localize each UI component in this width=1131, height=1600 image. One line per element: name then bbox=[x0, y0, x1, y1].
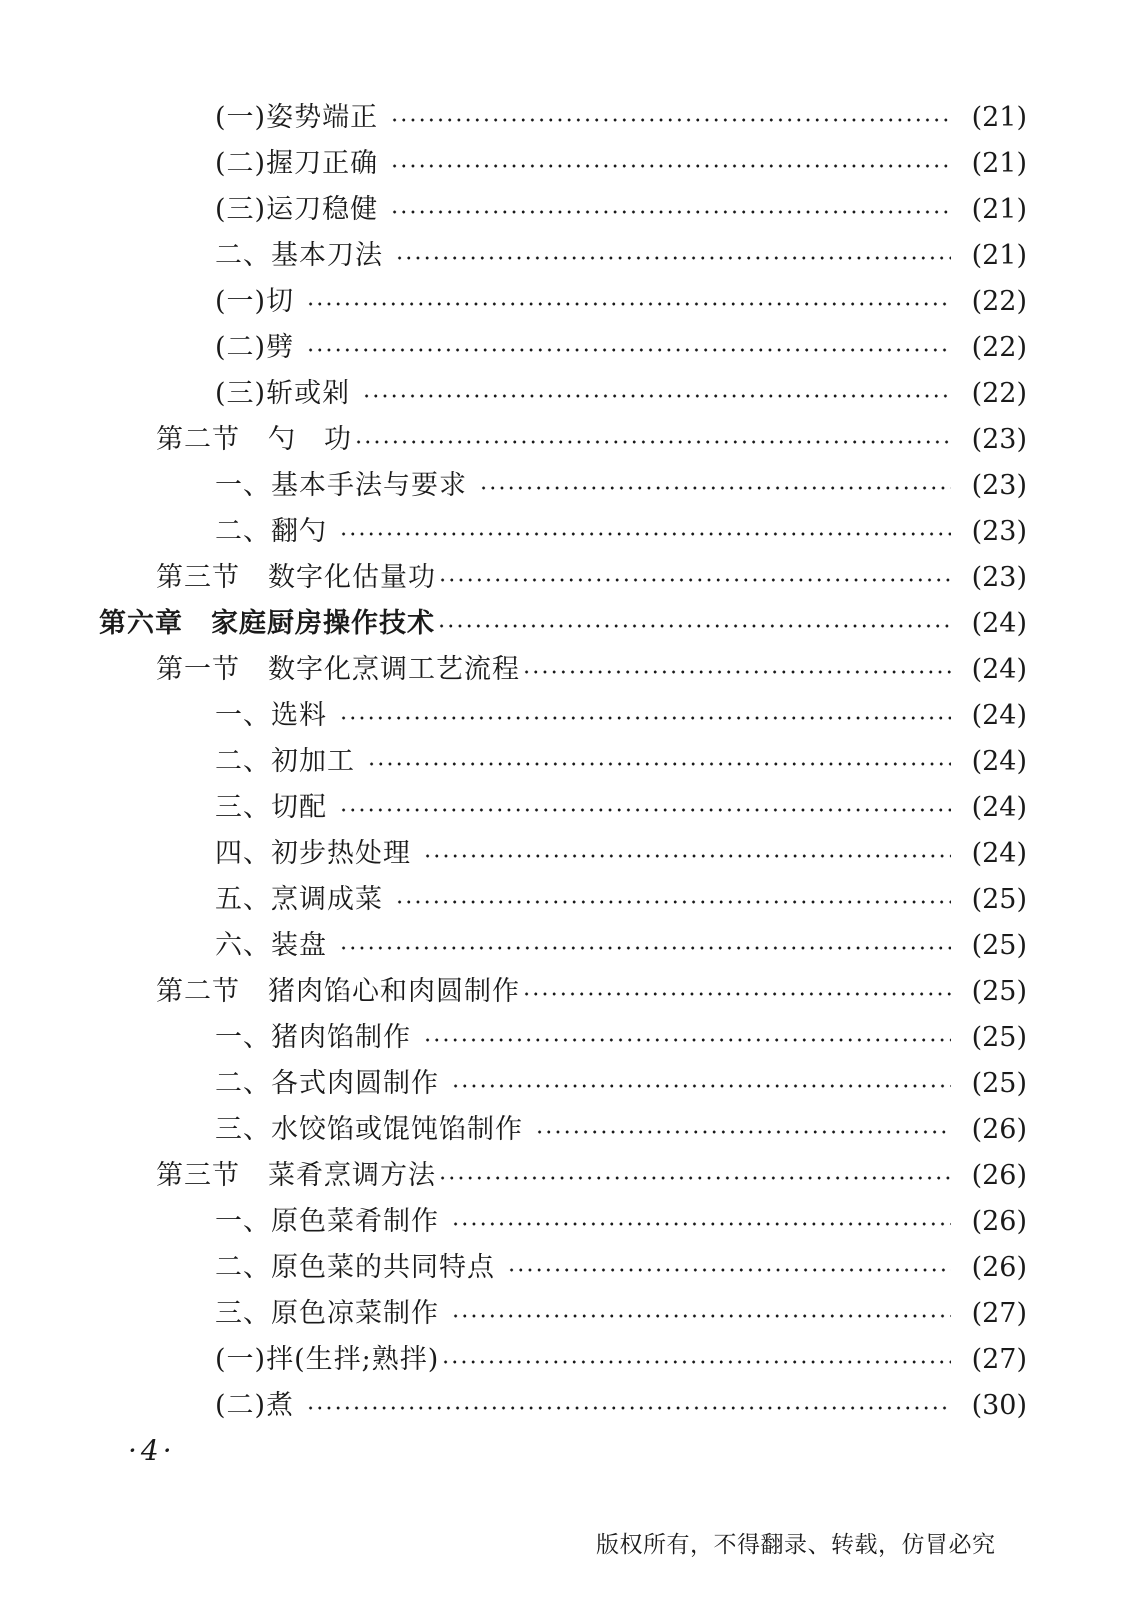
toc-entry-title: 第二节 猪肉馅心和肉圆制作 bbox=[156, 976, 520, 1007]
toc-dot-leader bbox=[423, 1038, 951, 1042]
toc-entry-page: (25) bbox=[971, 930, 1027, 961]
toc-dot-leader bbox=[395, 900, 951, 904]
toc-entry-page: (26) bbox=[971, 1252, 1027, 1283]
toc-dot-leader bbox=[306, 302, 951, 306]
toc-subsection-entry[interactable] bbox=[0, 371, 1131, 417]
toc-entry-page: (21) bbox=[971, 148, 1027, 179]
toc-subsection-entry[interactable] bbox=[0, 95, 1131, 141]
toc-subsection-entry[interactable] bbox=[0, 1199, 1131, 1245]
toc-entry-page: (27) bbox=[971, 1298, 1027, 1329]
toc-subsection-entry[interactable] bbox=[0, 1015, 1131, 1061]
toc-entry-title: 三、切配 bbox=[215, 792, 327, 823]
toc-entry-title: 第二节 勺 功 bbox=[156, 424, 352, 455]
toc-entry-title: 第一节 数字化烹调工艺流程 bbox=[156, 654, 520, 685]
toc-entry-title: 一、原色菜肴制作 bbox=[215, 1206, 439, 1237]
toc-dot-leader bbox=[451, 1222, 951, 1226]
toc-dot-leader bbox=[522, 670, 951, 674]
toc-dot-leader bbox=[441, 1360, 951, 1364]
toc-dot-leader bbox=[362, 394, 951, 398]
toc-subsection-entry[interactable] bbox=[0, 1337, 1131, 1383]
toc-entry-title: 第六章 家庭厨房操作技术 bbox=[99, 608, 435, 639]
toc-entry-title: (二)劈 bbox=[215, 332, 295, 363]
toc-dot-leader bbox=[437, 624, 951, 628]
toc-entry-title: 三、水饺馅或馄饨馅制作 bbox=[215, 1114, 523, 1145]
toc-dot-leader bbox=[390, 164, 951, 168]
toc-entry-title: 一、选料 bbox=[215, 700, 327, 731]
toc-subsection-entry[interactable] bbox=[0, 739, 1131, 785]
toc-dot-leader bbox=[390, 210, 951, 214]
toc-section-entry[interactable] bbox=[0, 417, 1131, 463]
toc-entry-page: (25) bbox=[971, 976, 1027, 1007]
toc-dot-leader bbox=[423, 854, 951, 858]
toc-subsection-entry[interactable] bbox=[0, 233, 1131, 279]
toc-entry-page: (25) bbox=[971, 884, 1027, 915]
toc-entry-title: 五、烹调成菜 bbox=[215, 884, 383, 915]
toc-section-entry[interactable] bbox=[0, 969, 1131, 1015]
toc-dot-leader bbox=[535, 1130, 951, 1134]
toc-entry-page: (24) bbox=[971, 838, 1027, 869]
toc-subsection-entry[interactable] bbox=[0, 509, 1131, 555]
toc-entry-title: (三)运刀稳健 bbox=[215, 194, 379, 225]
table-of-contents bbox=[0, 95, 1131, 1429]
toc-subsection-entry[interactable] bbox=[0, 1383, 1131, 1429]
toc-dot-leader bbox=[522, 992, 951, 996]
toc-entry-title: (三)斩或剁 bbox=[215, 378, 351, 409]
toc-subsection-entry[interactable] bbox=[0, 187, 1131, 233]
toc-subsection-entry[interactable] bbox=[0, 923, 1131, 969]
toc-entry-page: (23) bbox=[971, 470, 1027, 501]
toc-section-entry[interactable] bbox=[0, 1153, 1131, 1199]
toc-dot-leader bbox=[451, 1314, 951, 1318]
toc-entry-title: 三、原色凉菜制作 bbox=[215, 1298, 439, 1329]
toc-dot-leader bbox=[451, 1084, 951, 1088]
toc-entry-title: 二、原色菜的共同特点 bbox=[215, 1252, 495, 1283]
toc-dot-leader bbox=[339, 532, 951, 536]
toc-entry-title: (一)切 bbox=[215, 286, 295, 317]
toc-dot-leader bbox=[438, 578, 951, 582]
toc-entry-title: 六、装盘 bbox=[215, 930, 327, 961]
toc-entry-page: (30) bbox=[971, 1390, 1027, 1421]
toc-subsection-entry[interactable] bbox=[0, 279, 1131, 325]
toc-entry-page: (22) bbox=[971, 286, 1027, 317]
toc-subsection-entry[interactable] bbox=[0, 1061, 1131, 1107]
toc-dot-leader bbox=[354, 440, 951, 444]
toc-entry-page: (21) bbox=[971, 240, 1027, 271]
toc-subsection-entry[interactable] bbox=[0, 831, 1131, 877]
toc-entry-title: 二、基本刀法 bbox=[215, 240, 383, 271]
toc-subsection-entry[interactable] bbox=[0, 1291, 1131, 1337]
toc-section-entry[interactable] bbox=[0, 647, 1131, 693]
toc-dot-leader bbox=[479, 486, 951, 490]
toc-subsection-entry[interactable] bbox=[0, 785, 1131, 831]
toc-entry-page: (23) bbox=[971, 516, 1027, 547]
toc-entry-page: (26) bbox=[971, 1160, 1027, 1191]
toc-entry-page: (22) bbox=[971, 378, 1027, 409]
toc-dot-leader bbox=[395, 256, 951, 260]
toc-dot-leader bbox=[507, 1268, 951, 1272]
toc-entry-page: (24) bbox=[971, 746, 1027, 777]
toc-subsection-entry[interactable] bbox=[0, 693, 1131, 739]
toc-dot-leader bbox=[339, 808, 951, 812]
toc-subsection-entry[interactable] bbox=[0, 141, 1131, 187]
toc-subsection-entry[interactable] bbox=[0, 463, 1131, 509]
toc-dot-leader bbox=[367, 762, 951, 766]
toc-dot-leader bbox=[390, 118, 951, 122]
toc-entry-title: (二)握刀正确 bbox=[215, 148, 379, 179]
toc-entry-page: (25) bbox=[971, 1068, 1027, 1099]
toc-entry-page: (21) bbox=[971, 102, 1027, 133]
toc-subsection-entry[interactable] bbox=[0, 1245, 1131, 1291]
page-number: ·4· bbox=[128, 1434, 176, 1467]
toc-subsection-entry[interactable] bbox=[0, 877, 1131, 923]
toc-entry-page: (24) bbox=[971, 700, 1027, 731]
toc-entry-page: (25) bbox=[971, 1022, 1027, 1053]
toc-entry-title: 二、各式肉圆制作 bbox=[215, 1068, 439, 1099]
toc-entry-page: (22) bbox=[971, 332, 1027, 363]
toc-entry-title: (二)煮 bbox=[215, 1390, 295, 1421]
toc-entry-title: (一)拌(生拌;熟拌) bbox=[215, 1344, 440, 1375]
toc-dot-leader bbox=[339, 716, 951, 720]
copyright-notice: 版权所有，不得翻录、转载，仿冒必究 bbox=[596, 1532, 996, 1558]
toc-chapter-entry[interactable] bbox=[0, 601, 1131, 647]
toc-subsection-entry[interactable] bbox=[0, 325, 1131, 371]
toc-dot-leader bbox=[306, 1406, 951, 1410]
toc-entry-page: (24) bbox=[971, 608, 1027, 639]
toc-entry-title: 一、猪肉馅制作 bbox=[215, 1022, 411, 1053]
toc-entry-title: 第三节 数字化估量功 bbox=[156, 562, 436, 593]
toc-dot-leader bbox=[339, 946, 951, 950]
toc-entry-page: (23) bbox=[971, 424, 1027, 455]
toc-entry-page: (26) bbox=[971, 1206, 1027, 1237]
toc-entry-title: 一、基本手法与要求 bbox=[215, 470, 467, 501]
toc-dot-leader bbox=[306, 348, 951, 352]
toc-entry-page: (27) bbox=[971, 1344, 1027, 1375]
toc-entry-title: 二、翻勺 bbox=[215, 516, 327, 547]
toc-subsection-entry[interactable] bbox=[0, 1107, 1131, 1153]
toc-entry-page: (24) bbox=[971, 654, 1027, 685]
toc-entry-page: (23) bbox=[971, 562, 1027, 593]
toc-entry-title: (一)姿势端正 bbox=[215, 102, 379, 133]
toc-dot-leader bbox=[438, 1176, 951, 1180]
toc-entry-page: (24) bbox=[971, 792, 1027, 823]
toc-entry-title: 第三节 菜肴烹调方法 bbox=[156, 1160, 436, 1191]
toc-entry-title: 四、初步热处理 bbox=[215, 838, 411, 869]
toc-section-entry[interactable] bbox=[0, 555, 1131, 601]
toc-entry-page: (26) bbox=[971, 1114, 1027, 1145]
toc-entry-title: 二、初加工 bbox=[215, 746, 355, 777]
toc-entry-page: (21) bbox=[971, 194, 1027, 225]
